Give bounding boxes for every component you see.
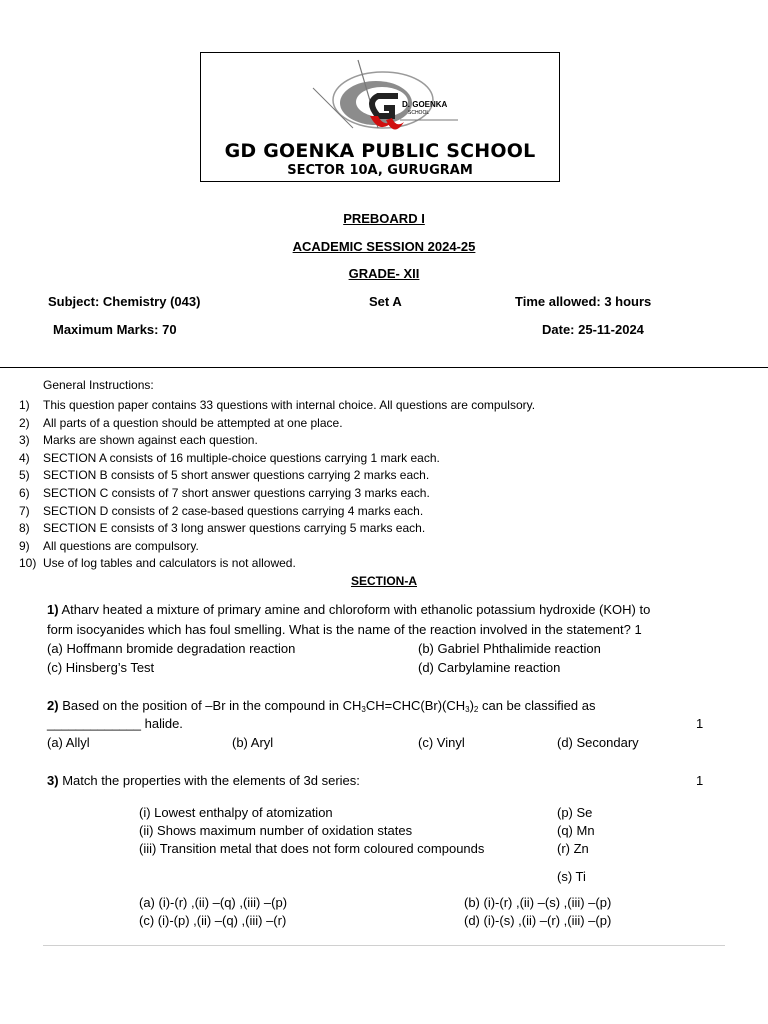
option-a: (a) Allyl [47, 735, 90, 750]
instruction-text: Use of log tables and calculators is not allowed. [43, 556, 296, 571]
question-3 [47, 773, 360, 788]
subject: Subject: Chemistry (043) [48, 294, 201, 309]
option-d: (d) (i)-(s) ,(ii) –(r) ,(iii) –(p) [464, 913, 612, 928]
bottom-divider [43, 945, 725, 946]
property-iii: (iii) Transition metal that does not form coloured compounds [139, 841, 485, 856]
element-r: (r) Zn [557, 841, 589, 856]
option-c: (c) (i)-(p) ,(ii) –(q) ,(iii) –(r) [139, 913, 287, 928]
instruction-text: SECTION A consists of 16 multiple-choice questions carrying 1 mark each. [43, 450, 440, 465]
question-text: halide. [141, 716, 183, 731]
question-text: Match the properties with the elements of 3d series: [62, 773, 360, 788]
question-text: can be classified as [478, 698, 596, 713]
element-p: (p) Se [557, 805, 593, 820]
instruction-number: 6) [19, 486, 30, 500]
instruction-text: SECTION B consists of 5 short answer questions carrying 2 marks each. [43, 468, 430, 483]
option-b: (b) Gabriel Phthalimide reaction [418, 641, 601, 656]
blank: _____________ [47, 716, 141, 731]
logo-subtext: SCHOOL [408, 110, 430, 116]
instruction-number: 1) [19, 398, 30, 412]
instruction-number: 2) [19, 415, 30, 430]
school-logo [308, 58, 468, 142]
school-name: GD GOENKA PUBLIC SCHOOL [224, 140, 536, 162]
option-d: (d) Carbylamine reaction [418, 660, 561, 675]
school-address: SECTOR 10A, GURUGRAM [287, 163, 473, 178]
instruction-number: 5) [19, 468, 30, 483]
option-b: (b) Aryl [232, 735, 274, 750]
option-d: (d) Secondary [557, 735, 639, 750]
question-1 [47, 602, 650, 617]
marks: 1 [696, 716, 704, 731]
set-label: Set A [369, 294, 402, 309]
instruction-number: 7) [19, 503, 30, 518]
instruction-text: All questions are compulsory. [43, 538, 199, 553]
instruction-text: This question paper contains 33 questions with internal choice. All questions are compulsory. [43, 398, 536, 412]
instruction-text: Marks are shown against each question. [43, 433, 258, 448]
instruction-text: SECTION C consists of 7 short answer questions carrying 3 marks each. [43, 486, 430, 500]
exam-title: PREBOARD I [343, 211, 425, 226]
instruction-number: 4) [19, 450, 30, 465]
question-number: 3) [47, 773, 59, 788]
maximum-marks: Maximum Marks: 70 [53, 322, 177, 337]
question-1-line-2 [47, 622, 642, 637]
question-2: 2) Based on the position of –Br in the compound in $CH_3CH=CHC(Br)(CH_3)_2$ can be classified as [47, 698, 596, 714]
instruction-text: SECTION E consists of 3 long answer questions carrying 5 marks each. [43, 521, 426, 536]
question-number: 1) [47, 602, 59, 617]
instruction-text: All parts of a question should be attempted at one place. [43, 415, 343, 430]
question-text: form isocyanides which has foul smelling. What is the name of the reaction involved in the statement? [47, 622, 631, 637]
question-2-line-2 [47, 716, 183, 731]
question-text: Atharv heated a mixture of primary amine and chloroform with ethanolic potassium hydroxide (KOH) to [61, 602, 651, 617]
property-ii: (ii) Shows maximum number of oxidation states [139, 823, 413, 838]
instruction-number: 3) [19, 433, 30, 448]
instruction-number: 8) [19, 521, 30, 536]
marks: 1 [634, 622, 642, 637]
instruction-text: SECTION D consists of 2 case-based questions carrying 4 marks each. [43, 503, 424, 518]
element-q: (q) Mn [557, 823, 595, 838]
question-text: Based on the position of –Br in the compound in CH [62, 698, 362, 713]
option-b: (b) (i)-(r) ,(ii) –(s) ,(iii) –(p) [464, 895, 612, 910]
question-number: 2) [47, 698, 59, 713]
option-a: (a) Hoffmann bromide degradation reaction [47, 641, 296, 656]
property-i: (i) Lowest enthalpy of atomization [139, 805, 333, 820]
element-s: (s) Ti [557, 869, 586, 884]
section-a-heading: SECTION-A [351, 574, 417, 588]
time-allowed: Time allowed: 3 hours [515, 294, 652, 309]
subscript: 3 [361, 705, 366, 714]
grade: GRADE- XII [348, 266, 420, 281]
option-c: (c) Vinyl [418, 735, 465, 750]
option-a: (a) (i)-(r) ,(ii) –(q) ,(iii) –(p) [139, 895, 288, 910]
logo-text: D. GOENKA [402, 100, 448, 109]
subscript: 2 [473, 705, 479, 714]
subscript: 3 [465, 705, 470, 714]
exam-date: Date: 25-11-2024 [542, 322, 644, 337]
formula: CH=CHC(Br)(CH [365, 698, 466, 713]
marks: 1 [696, 773, 704, 788]
instruction-number: 9) [19, 538, 30, 553]
instructions-heading: General Instructions: [43, 378, 154, 392]
instruction-number: 10) [19, 556, 37, 571]
option-c: (c) Hinsberg’s Test [47, 660, 155, 675]
academic-session: ACADEMIC SESSION 2024-25 [292, 239, 476, 254]
divider [0, 367, 768, 368]
